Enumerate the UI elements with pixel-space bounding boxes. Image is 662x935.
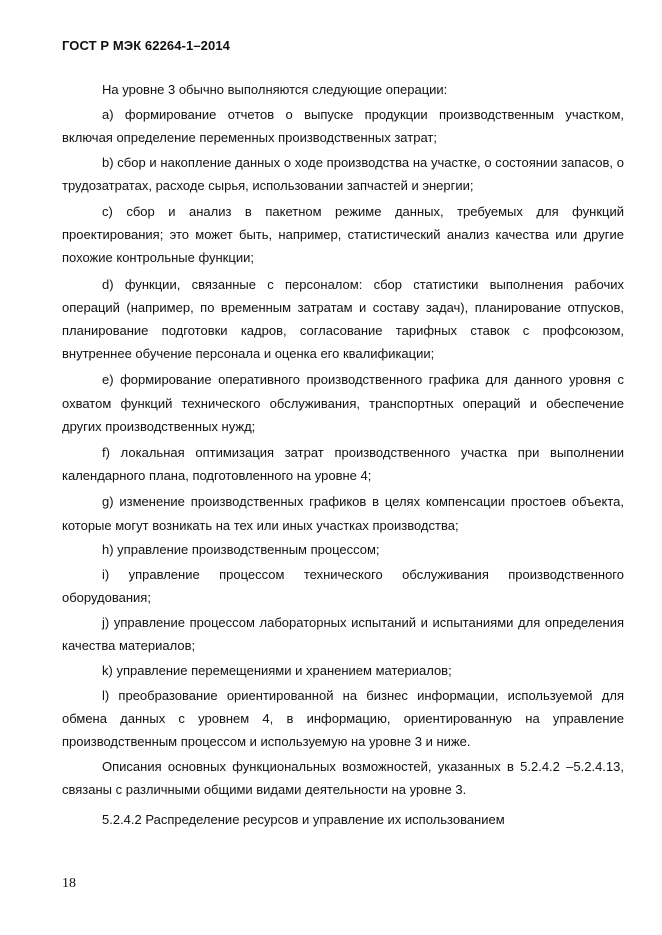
intro-paragraph: На уровне 3 обычно выполняются следующие операции: <box>102 82 448 97</box>
list-item-c: c) сбор и анализ в пакетном режиме данных, требуемых для функций проектирования; это может быть, например, статистический анализ качества или другие похожие контрольные функции; <box>62 204 624 266</box>
section-heading: 5.2.4.2 Распределение ресурсов и управление их использованием <box>102 812 505 828</box>
list-item-k: k) управление перемещениями и хранением материалов; <box>102 662 452 678</box>
list-item-b: b) сбор и накопление данных о ходе производства на участке, о состоянии запасов, о трудозатратах, расходе сырья, использовании запчастей и энергии; <box>62 154 624 193</box>
list-item-e: e) формирование оперативного производственного графика для данного уровня с охватом функций технического обслуживания, транспортных операций и обеспечение других производственных нужд; <box>62 372 624 434</box>
page-number: 18 <box>62 876 76 891</box>
closing-paragraph: Описания основных функциональных возможностей, указанных в 5.2.4.2 –5.2.4.13, связаны с различными общими видами деятельности на уровне 3. <box>62 758 624 797</box>
page-body <box>62 78 624 831</box>
list-item-h: h) управление производственным процессом; <box>102 542 380 558</box>
list-item-f: f) локальная оптимизация затрат производственного участка при выполнении календарного плана, подготовленного на уровне 4; <box>62 445 624 484</box>
document-header: ГОСТ Р МЭК 62264-1–2014 <box>62 38 230 53</box>
list-item-j: j) управление процессом лабораторных испытаний и испытаниями для определения качества материалов; <box>62 614 624 654</box>
list-item-l: l) преобразование ориентированной на бизнес информации, используемой для обмена данных с уровнем 4, в информацию, ориентированную на управление производственным процессом и используемую на уровне 3 и ниже. <box>62 687 624 749</box>
list-item-i: i) управление процессом технического обслуживания производственного оборудования; <box>62 567 624 606</box>
list-item-g: g) изменение производственных графиков в целях компенсации простоев объекта, которые могут возникать на тех или иных участках производства; <box>62 494 624 533</box>
list-item-a: a) формирование отчетов о выпуске продукции производственным участком, включая определение переменных производственных затрат; <box>62 106 624 145</box>
list-item-d: d) функции, связанные с персоналом: сбор статистики выполнения рабочих операций (например, по временным затратам и составу задач), планирование отпусков, планирование подготовки кадров, согласование тарифных ставок с профсоюзом, внутреннее обучение персонала и оценка его квалификации; <box>62 276 624 362</box>
